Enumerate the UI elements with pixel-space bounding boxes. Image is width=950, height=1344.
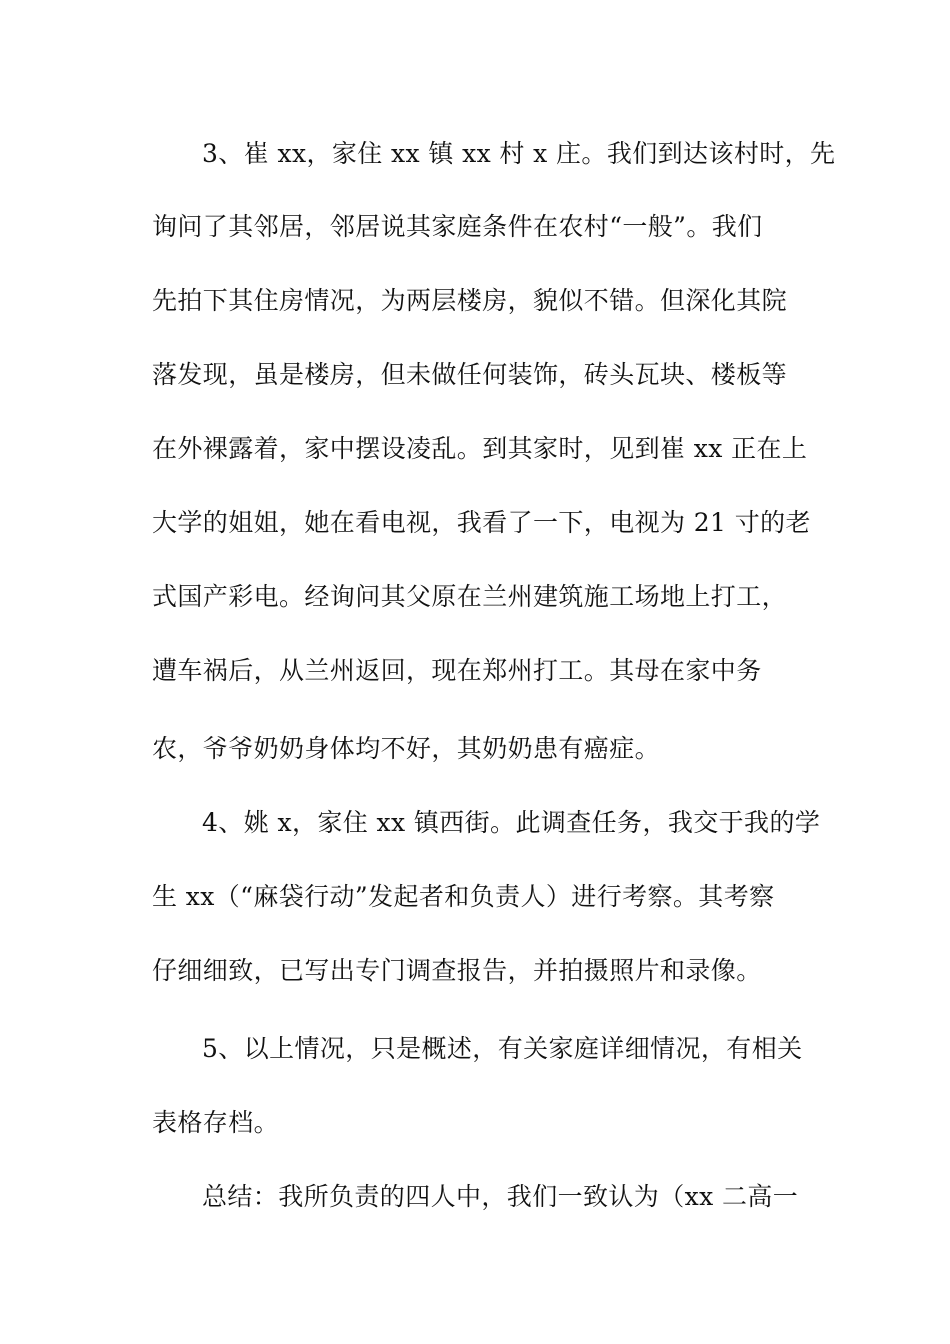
text-line-2: 询问了其邻居，邻居说其家庭条件在农村“一般”。我们 (152, 212, 763, 241)
text-line-11: 生 xx（“麻袋行动”发起者和负责人）进行考察。其考察 (152, 882, 775, 911)
text-line-13: 5、以上情况，只是概述，有关家庭详细情况，有相关 (202, 1034, 803, 1063)
text-line-1: 3、崔 xx，家住 xx 镇 xx 村 x 庄。我们到达该村时，先 (202, 139, 836, 168)
text-line-12: 仔细细致，已写出专门调查报告，并拍摄照片和录像。 (152, 956, 762, 985)
text-line-4: 落发现，虽是楼房，但未做任何装饰，砖头瓦块、楼板等 (152, 360, 788, 389)
text-line-6: 大学的姐姐，她在看电视，我看了一下，电视为 21 寸的老 (152, 508, 811, 537)
text-line-10: 4、姚 x，家住 xx 镇西街。此调查任务，我交于我的学 (202, 808, 821, 837)
text-line-7: 式国产彩电。经询问其父原在兰州建筑施工场地上打工， (152, 582, 788, 611)
text-line-15: 总结：我所负责的四人中，我们一致认为（xx 二高一 (202, 1182, 799, 1211)
text-line-3: 先拍下其住房情况，为两层楼房，貌似不错。但深化其院 (152, 286, 788, 315)
text-line-5: 在外裸露着，家中摆设凌乱。到其家时，见到崔 xx 正在上 (152, 434, 808, 463)
text-line-14: 表格存档。 (152, 1108, 280, 1137)
text-line-8: 遭车祸后，从兰州返回，现在郑州打工。其母在家中务 (152, 656, 762, 685)
text-line-9: 农，爷爷奶奶身体均不好，其奶奶患有癌症。 (152, 734, 661, 763)
